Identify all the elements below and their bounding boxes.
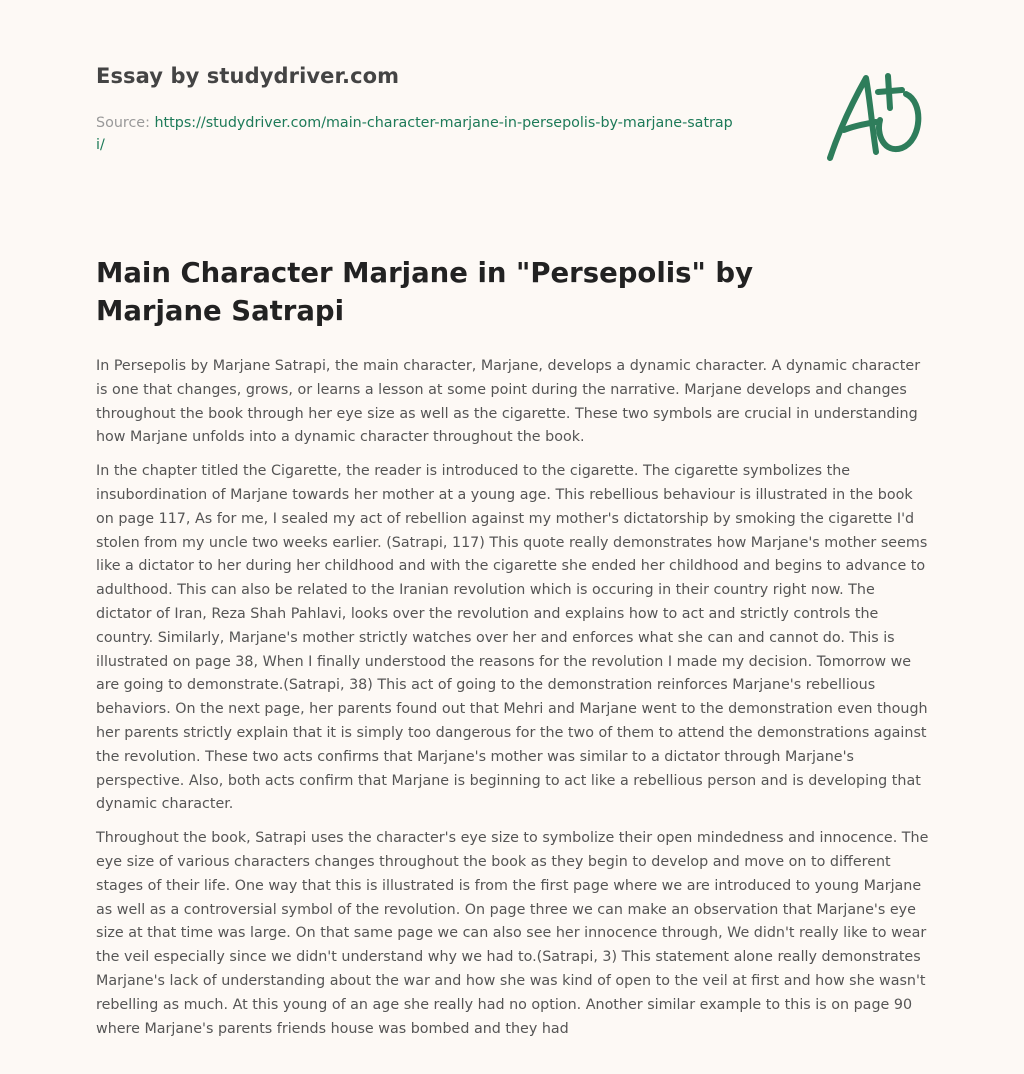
a-plus-grade-icon [822,68,926,166]
site-title: Essay by studydriver.com [96,64,400,88]
source-line [96,112,736,156]
essay-title: Main Character Marjane in "Persepolis" by Marjane Satrapi [96,257,754,327]
paragraph: In the chapter titled the Cigarette, the reader is introduced to the cigarette. The cigarette symbolizes the insubordination of Marjane towards her mother at a young age. This rebellious behaviour is illustrated in the book on page 117, As for me, I sealed my act of rebellion against my mother's dictatorship by smoking the cigarette I'd stolen from my uncle two weeks earlier. (Satrapi, 117) This quote really demonstrates how Marjane's mother seems like a dictator to her during her childhood and with the cigarette she ended her childhood and begins to advance to adulthood. This can also be related to the Iranian revolution which is occuring in their country right now. The dictator of Iran, Reza Shah Pahlavi, looks over the revolution and explains how to act and strictly controls the country. Similarly, Marjane's mother strictly watches over her and enforces what she can and cannot do. This is illustrated on page 38, When I finally understood the reasons for the revolution I made my decision. Tomorrow we are going to demonstrate.(Satrapi, 38) This act of going to the demonstration reinforces Marjane's rebellious behaviors. On the next page, her parents found out that Mehri and Marjane went to the demonstration even though her parents strictly explain that it is simply too dangerous for the two of them to attend the demonstrations against the revolution. These two acts confirms that Marjane's mother was similar to a dictator through Marjane's perspective. Also, both acts confirm that Marjane is beginning to act like a rebellious person and is developing that dynamic character. [96,463,928,813]
essay-body [96,355,932,1051]
paragraph: Throughout the book, Satrapi uses the character's eye size to symbolize their open mindedness and innocence. The eye size of various characters changes throughout the book as they begin to develop and move on to different stages of their life. One way that this is illustrated is from the first page where we are introduced to young Marjane as well as a controversial symbol of the revolution. On page three we can make an observation that Marjane's eye size at that time was large. On that same page we can also see her innocence through, We didn't really like to wear the veil especially since we didn't understand why we had to.(Satrapi, 3) This statement alone really demonstrates Marjane's lack of understanding about the war and how she was kind of open to the veil at first and how she wasn't rebelling as much. At this young of an age she really had no option. Another similar example to this is on page 90 where Marjane's parents friends house was bombed and they had [96,830,929,1037]
paragraph: In Persepolis by Marjane Satrapi, the main character, Marjane, develops a dynamic character. A dynamic character is one that changes, grows, or learns a lesson at some point during the narrative. Marjane develops and changes throughout the book through her eye size as well as the cigarette. These two symbols are crucial in understanding how Marjane unfolds into a dynamic character throughout the book. [96,358,921,446]
source-label: Source: [96,115,155,131]
source-link[interactable]: https://studydriver.com/main-character-marjane-in-persepolis-by-marjane-satrapi/ [96,115,733,153]
